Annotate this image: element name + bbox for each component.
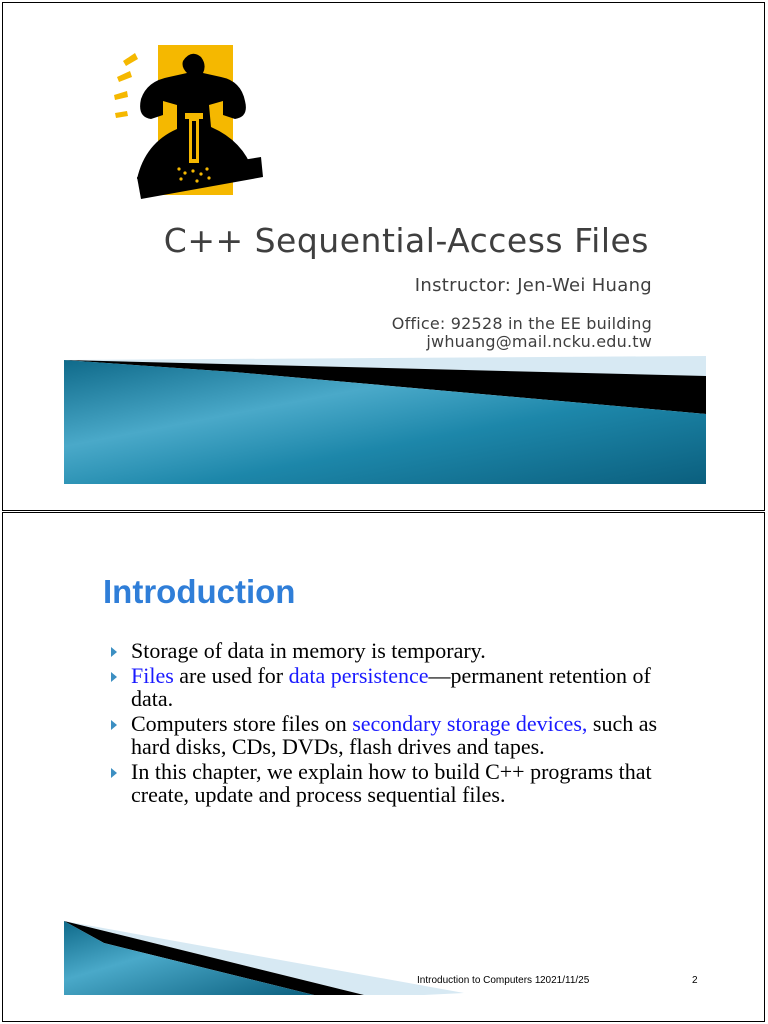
bullet-text: —permanent retention of data. <box>131 663 651 711</box>
footer-date: 2021/11/25 <box>540 975 590 986</box>
bullet-text: In this chapter, we explain how to build C++ programs that create, update and process sequential files. <box>131 759 652 807</box>
decorative-banner <box>64 356 706 484</box>
highlight-term: Files <box>131 663 174 688</box>
list-item <box>111 664 671 710</box>
contact-info <box>392 315 652 351</box>
bullet-arrow-icon <box>111 720 117 730</box>
list-item <box>111 760 671 806</box>
office-location: Office: 92528 in the EE building <box>391 314 652 333</box>
decorative-banner <box>64 921 464 995</box>
bullet-text: are used for <box>173 663 289 688</box>
page-number: 2 <box>692 975 698 986</box>
footer-course: Introduction to Computers 1 <box>417 975 541 986</box>
slide-2 <box>2 512 765 1022</box>
list-item <box>111 712 671 758</box>
email-address: jwhuang@mail.ncku.edu.tw <box>426 332 652 351</box>
bullet-text: such as hard disks, CDs, DVDs, flash drives and tapes. <box>131 711 658 759</box>
bullet-arrow-icon <box>111 672 117 682</box>
slide-1 <box>2 2 765 511</box>
bullet-list <box>111 639 671 808</box>
list-item <box>111 639 671 662</box>
bullet-text: Storage of data in memory is temporary. <box>131 638 486 663</box>
slide-title: C++ Sequential-Access Files <box>163 221 649 260</box>
bullet-arrow-icon <box>111 768 117 778</box>
jackhammer-worker-clipart-icon <box>111 43 271 203</box>
highlight-term: secondary storage devices, <box>352 711 588 736</box>
bullet-text: Computers store files on <box>131 711 353 736</box>
highlight-term: data persistence <box>288 663 429 688</box>
bullet-arrow-icon <box>111 647 117 657</box>
instructor-name: Instructor: Jen-Wei Huang <box>414 275 652 296</box>
slide-title: Introduction <box>103 573 296 610</box>
